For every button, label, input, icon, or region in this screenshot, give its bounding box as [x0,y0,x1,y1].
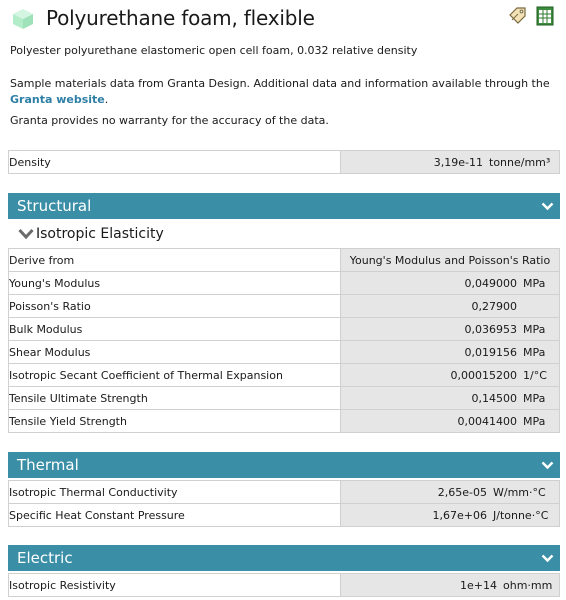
table-row [9,574,560,597]
property-name: Tensile Ultimate Strength [9,387,341,410]
chevron-down-icon [541,200,554,212]
property-name: Specific Heat Constant Pressure [9,504,341,527]
property-value [341,387,560,410]
material-description: Polyester polyurethane elastomeric open cell foam, 0.032 relative density [10,44,418,57]
cube-icon [12,8,34,30]
section-title: Electric [17,549,73,567]
property-name: Shear Modulus [9,341,341,364]
property-name: Derive from [9,249,341,272]
collapse-chevron-icon [18,228,34,240]
value-unit: MPa [523,391,546,405]
value-number: 2,65e-05 [437,485,487,499]
chevron-down-icon [541,459,554,471]
table-row [9,318,560,341]
value-text: Young's Modulus and Poisson's Ratio [349,253,551,267]
granta-website-link[interactable]: Granta website [10,93,105,106]
value-number: 0,0041400 [457,414,517,428]
section-title: Structural [17,197,92,215]
value-unit: W/mm·°C [493,485,546,499]
source-text: Sample materials data from Granta Design. Additional data and information available through the [10,77,550,90]
table-row [9,272,560,295]
thermal-properties-table [8,480,560,527]
table-row [9,295,560,318]
property-value [341,318,560,341]
value-unit: MPa [523,345,546,359]
section-header-structural[interactable] [8,193,560,219]
table-row [9,481,560,504]
page-title: Polyurethane foam, flexible [46,6,315,30]
property-value [341,410,560,433]
property-name: Tensile Yield Strength [9,410,341,433]
value-number: 0,27900 [471,299,517,313]
subsection-isotropic-elasticity[interactable] [18,226,164,242]
table-row [9,249,560,272]
general-properties-table [8,150,560,174]
property-value [341,249,560,272]
property-name: Isotropic Secant Coefficient of Thermal Expansion [9,364,341,387]
source-link-suffix: . [104,93,109,106]
value-unit: ohm·mm [503,578,553,592]
subsection-title: Isotropic Elasticity [36,226,164,242]
value-number: 3,19e-11 [433,155,483,169]
value-unit: 1/°C [523,368,547,382]
value-number: 1,67e+06 [432,508,487,522]
value-number: 0,036953 [464,322,517,336]
value-unit: MPa [523,414,546,428]
value-unit: MPa [523,322,546,336]
property-value [341,504,560,527]
property-name: Young's Modulus [9,272,341,295]
electric-properties-table [8,573,560,597]
table-row [9,504,560,527]
value-unit: tonne/mm³ [489,155,551,169]
value-number: 0,049000 [464,276,517,290]
property-value [341,151,560,174]
property-value [341,364,560,387]
section-header-thermal[interactable] [8,452,560,478]
property-name: Density [9,151,341,174]
property-name: Poisson's Ratio [9,295,341,318]
section-header-electric[interactable] [8,545,560,571]
value-number: 0,00015200 [450,368,517,382]
property-value [341,574,560,597]
table-row [9,364,560,387]
source-link-line [10,93,108,106]
property-name: Isotropic Thermal Conductivity [9,481,341,504]
property-value [341,295,560,318]
property-value [341,272,560,295]
table-row [9,151,560,174]
spreadsheet-icon[interactable] [536,6,554,26]
value-unit: MPa [523,276,546,290]
value-unit: J/tonne·°C [493,508,549,522]
section-title: Thermal [17,456,79,474]
table-row [9,410,560,433]
chevron-down-icon [541,552,554,564]
warranty-text: Granta provides no warranty for the accuracy of the data. [10,114,329,127]
property-name: Isotropic Resistivity [9,574,341,597]
property-value [341,341,560,364]
table-row [9,387,560,410]
value-number: 0,14500 [471,391,517,405]
table-row [9,341,560,364]
material-header [8,4,560,34]
structural-properties-table [8,248,560,433]
value-number: 0,019156 [464,345,517,359]
property-name: Bulk Modulus [9,318,341,341]
value-number: 1e+14 [460,578,497,592]
property-value [341,481,560,504]
tag-icon[interactable] [508,6,528,26]
